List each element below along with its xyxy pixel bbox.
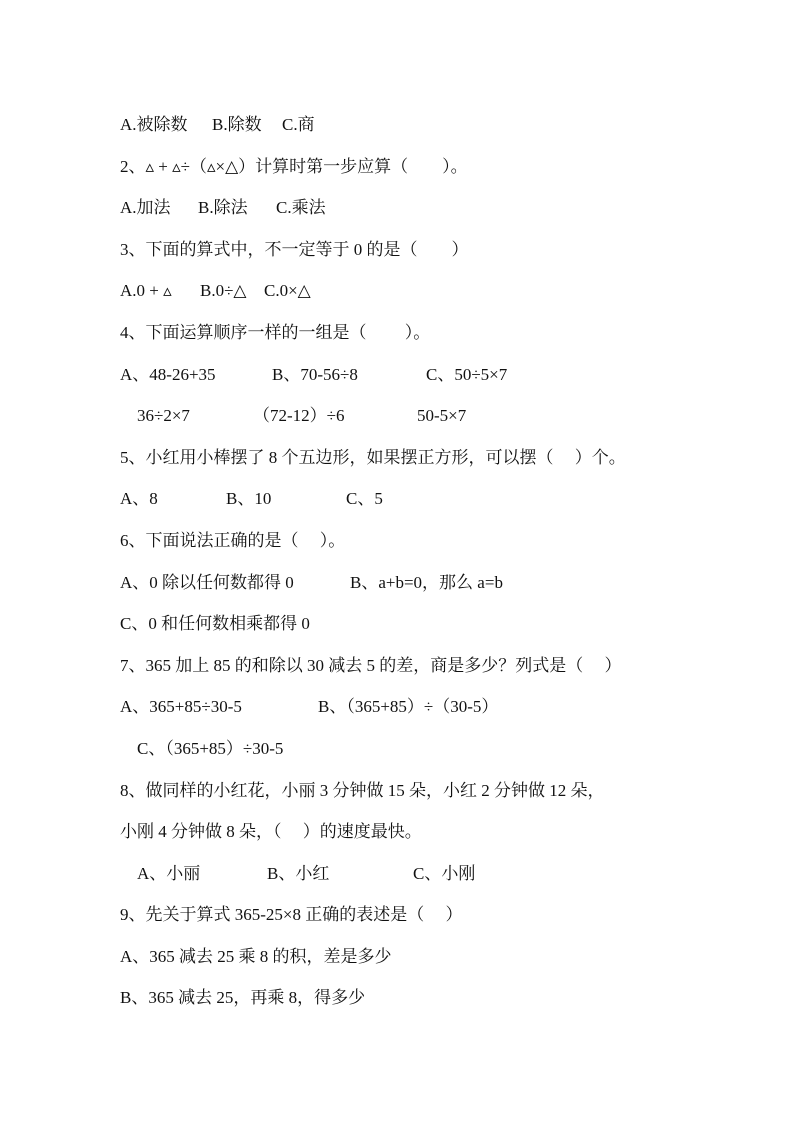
option-c: C.乘法 <box>276 198 326 217</box>
option-c: C、50÷5×7 <box>426 365 508 384</box>
option-a: A、365+85÷30-5 <box>120 697 242 716</box>
option-a: A.被除数 <box>120 115 188 134</box>
option-b: B、a+b=0，那么 a=b <box>350 573 503 592</box>
option-b: B.0÷△ <box>200 281 247 300</box>
option-c: C、小刚 <box>413 864 476 883</box>
option-c-row-6: C、0 和任何数相乘都得 0 <box>120 614 310 633</box>
option-a-row-9: A、365 减去 25 乘 8 的积，差是多少 <box>120 947 392 966</box>
option-a: A、小丽 <box>137 864 201 883</box>
options-row-2 <box>120 194 326 222</box>
option-a-second: 36÷2×7 <box>137 406 190 425</box>
option-b: B、70-56÷8 <box>272 365 358 384</box>
option-b: B、10 <box>226 489 272 508</box>
option-a: A、8 <box>120 489 158 508</box>
question-8-line-1: 8、做同样的小红花，小丽 3 分钟做 15 朵，小红 2 分钟做 12 朵， <box>120 781 605 800</box>
question-9: 9、先关于算式 365-25×8 正确的表述是（ ） <box>120 905 463 924</box>
question-4: 4、下面运算顺序一样的一组是（ ）。 <box>120 323 431 342</box>
question-6: 6、下面说法正确的是（ ）。 <box>120 531 346 550</box>
question-3: 3、下面的算式中，不一定等于 0 的是（ ） <box>120 240 469 259</box>
question-8-line-2: 小刚 4 分钟做 8 朵，（ ）的速度最快。 <box>120 822 422 841</box>
option-b-second: （72-12）÷6 <box>253 406 345 425</box>
option-a: A.0 + ▵ <box>120 281 172 300</box>
options-row-8 <box>137 860 476 888</box>
options-row-1 <box>120 111 315 139</box>
option-b-row-9: B、365 减去 25，再乘 8，得多少 <box>120 988 366 1007</box>
question-7: 7、365 加上 85 的和除以 30 减去 5 的差，商是多少？列式是（ ） <box>120 656 622 675</box>
option-b: B.除数 <box>212 115 262 134</box>
options-row-4a <box>120 361 508 389</box>
options-row-6a <box>120 569 503 597</box>
option-a: A、48-26+35 <box>120 365 216 384</box>
option-a: A、0 除以任何数都得 0 <box>120 573 294 592</box>
option-b: B.除法 <box>198 198 248 217</box>
option-c: C.0×△ <box>264 281 311 300</box>
option-c: C.商 <box>282 115 315 134</box>
question-2: 2、▵ + ▵÷（▵×△）计算时第一步应算（ ）。 <box>120 157 468 176</box>
options-row-5 <box>120 485 383 513</box>
option-a: A.加法 <box>120 198 171 217</box>
options-row-7a <box>120 693 499 721</box>
options-row-3 <box>120 277 311 305</box>
options-row-4b <box>137 402 467 430</box>
option-c-row-7: C、（365+85）÷30-5 <box>137 739 284 758</box>
option-b: B、小红 <box>267 864 330 883</box>
option-c: C、5 <box>346 489 383 508</box>
question-5: 5、小红用小棒摆了 8 个五边形，如果摆正方形，可以摆（ ）个。 <box>120 448 626 467</box>
option-c-second: 50-5×7 <box>417 406 467 425</box>
option-b: B、（365+85）÷（30-5） <box>318 697 499 716</box>
